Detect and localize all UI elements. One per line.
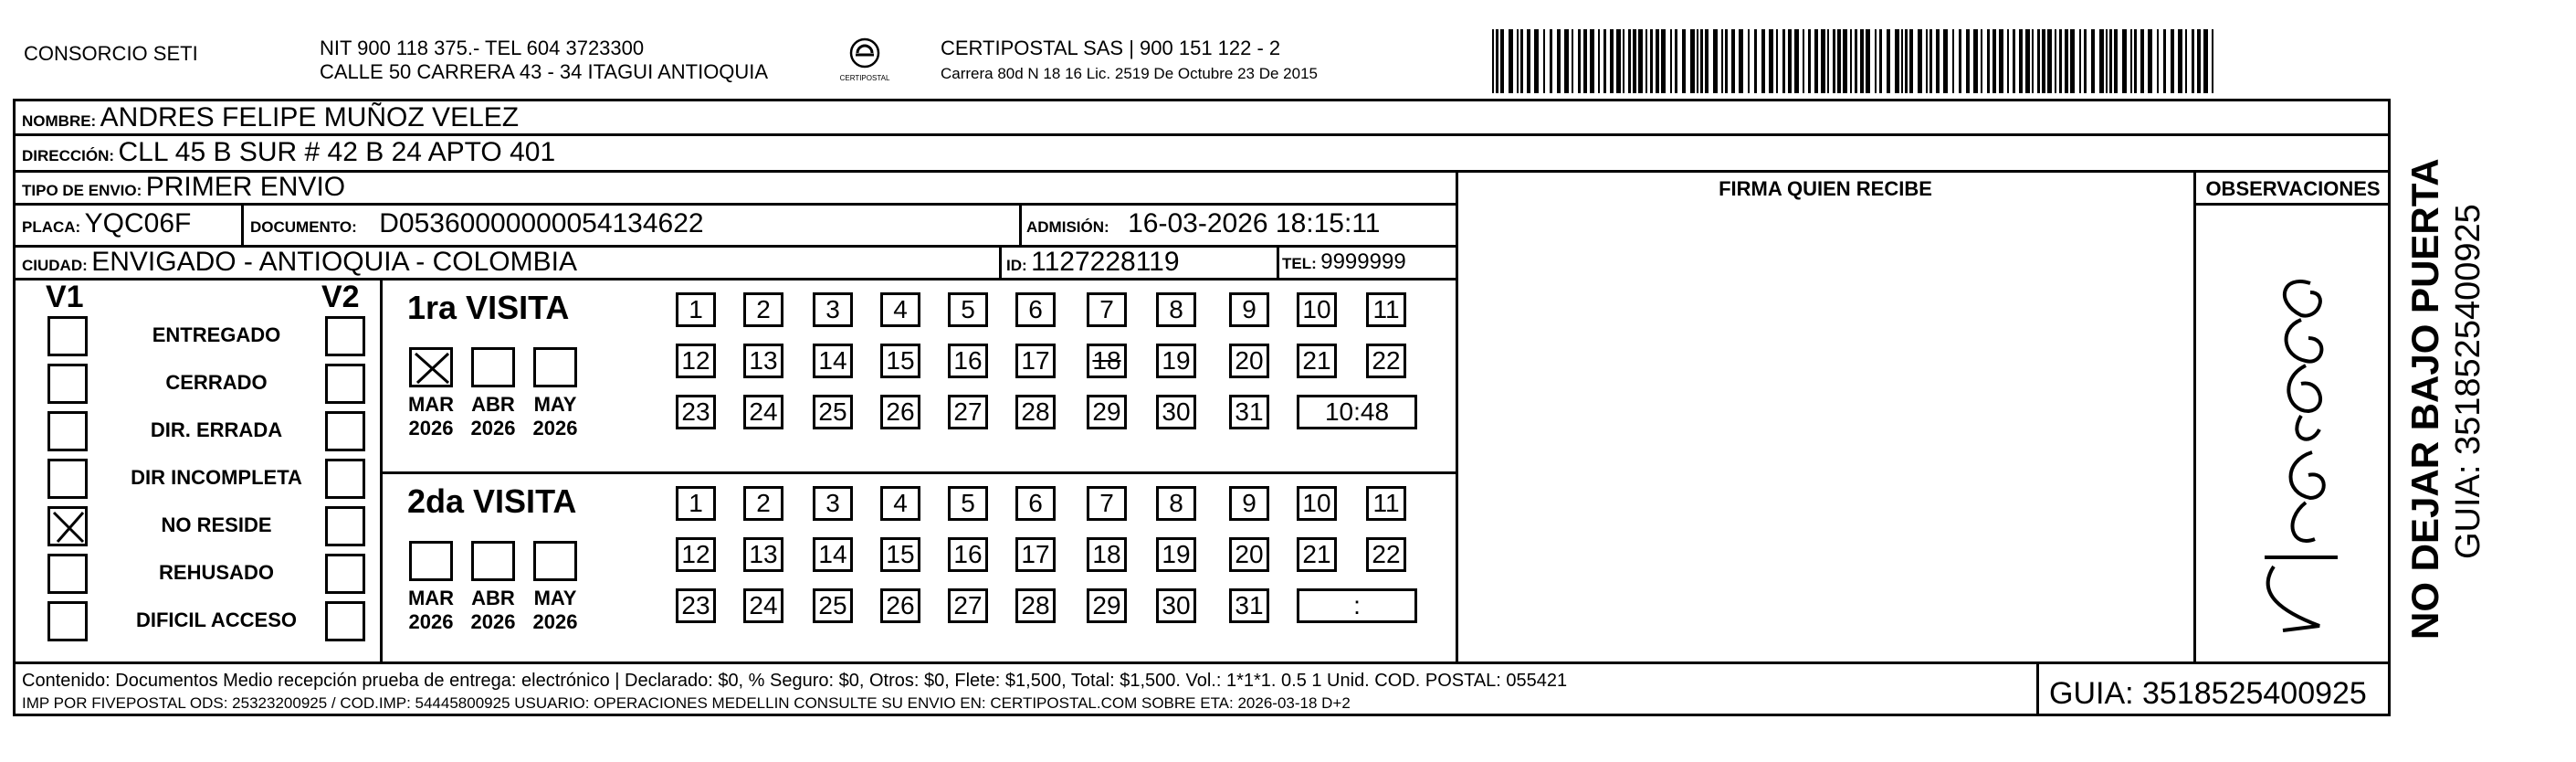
- status-option-label: ENTREGADO: [152, 323, 281, 346]
- barcode-bar: [1731, 29, 1735, 93]
- day-box[interactable]: 27: [948, 395, 988, 429]
- barcode-bar: [1645, 29, 1647, 93]
- barcode-bar: [1583, 29, 1587, 93]
- side-guia: GUIA: 3518525400925: [2449, 204, 2487, 559]
- barcode-bar: [2037, 29, 2040, 93]
- barcode-bar: [1748, 29, 1750, 93]
- day-box[interactable]: 14: [813, 344, 853, 378]
- day-box[interactable]: 7: [1087, 292, 1127, 327]
- day-box[interactable]: 24: [743, 395, 783, 429]
- day-box[interactable]: 2: [743, 486, 783, 521]
- svg-text:CERTIPOSTAL: CERTIPOSTAL: [839, 74, 890, 82]
- barcode-bar: [2084, 29, 2087, 93]
- ciudad-value: ENVIGADO - ANTIOQUIA - COLOMBIA: [91, 247, 577, 277]
- barcode-bar: [2007, 29, 2009, 93]
- barcode-bar: [1713, 29, 1718, 93]
- barcode-bar: [1572, 29, 1573, 93]
- barcode-bar: [1814, 29, 1818, 93]
- barcode-bar: [2099, 29, 2104, 93]
- day-box[interactable]: 8: [1156, 486, 1196, 521]
- barcode-bar: [2091, 29, 2095, 93]
- day-box[interactable]: 16: [948, 344, 988, 378]
- barcode-bar: [1999, 29, 2003, 93]
- day-box[interactable]: 28: [1015, 395, 1056, 429]
- day-box[interactable]: 25: [813, 395, 853, 429]
- footer-imp: IMP POR FIVEPOSTAL ODS: 25323200925 / COD.IMP: 54445800925 USUARIO: OPERACIONES MEDELLIN CONSULTE SU ENVIO EN: CERTIPOSTAL.COM SOBRE ETA: 2026-03-18 D+2: [22, 694, 1351, 712]
- tel-row: [1282, 247, 1406, 280]
- footer-guia: GUIA: 3518525400925: [2049, 676, 2367, 711]
- placa-row: [22, 208, 191, 244]
- v1-checkbox[interactable]: [47, 554, 88, 594]
- barcode-bar: [2134, 29, 2137, 93]
- barcode-bar: [2042, 29, 2045, 93]
- v1-checkbox[interactable]: [47, 601, 88, 641]
- barcode-bar: [1909, 29, 1913, 93]
- status-option-label: NO RESIDE: [161, 513, 272, 536]
- divider: [1019, 203, 1022, 247]
- day-box[interactable]: 6: [1015, 292, 1056, 327]
- year-label: 2026: [470, 417, 516, 439]
- divider: [2193, 170, 2196, 663]
- month-label: MAR: [407, 587, 455, 609]
- barcode-bar: [2122, 29, 2127, 93]
- barcode-bar: [2065, 29, 2068, 93]
- day-box[interactable]: 30: [1156, 588, 1196, 623]
- barcode-bar: [1603, 29, 1606, 93]
- id-label: ID:: [1006, 257, 1027, 274]
- day-box[interactable]: 2: [743, 292, 783, 327]
- day-box[interactable]: 13: [743, 537, 783, 572]
- barcode-bar: [1721, 29, 1723, 93]
- day-box[interactable]: 29: [1087, 395, 1127, 429]
- barcode-bar: [1650, 29, 1653, 93]
- barcode-bar: [1628, 29, 1631, 93]
- month-label: MAY: [533, 393, 577, 416]
- day-box[interactable]: 15: [880, 344, 920, 378]
- barcode-bar: [1833, 29, 1835, 93]
- tel-label: TEL:: [1282, 255, 1317, 272]
- day-box[interactable]: 18: [1087, 344, 1127, 378]
- divider: [2036, 661, 2039, 716]
- day-box[interactable]: 3: [813, 486, 853, 521]
- month-label: MAR: [407, 393, 455, 416]
- v2-checkbox[interactable]: [325, 411, 365, 451]
- nombre-value: ANDRES FELIPE MUÑOZ VELEZ: [100, 102, 520, 132]
- barcode-bar: [1543, 29, 1545, 93]
- barcode-bar: [1850, 29, 1852, 93]
- sender-address: CALLE 50 CARRERA 43 - 34 ITAGUI ANTIOQUIA: [320, 60, 769, 83]
- barcode-bar: [1926, 29, 1928, 93]
- barcode-bar: [2130, 29, 2132, 93]
- day-box[interactable]: 22: [1366, 344, 1406, 378]
- day-box[interactable]: 19: [1156, 537, 1196, 572]
- month-checkbox[interactable]: [471, 347, 515, 387]
- day-box[interactable]: 29: [1087, 588, 1127, 623]
- sender-name: CONSORCIO SETI: [24, 42, 198, 65]
- no-dejar-bajo-puerta: NO DEJAR BAJO PUERTA: [2403, 158, 2446, 640]
- barcode-bar: [1656, 29, 1659, 93]
- month-checkbox[interactable]: [409, 347, 453, 387]
- barcode-bar: [2212, 29, 2213, 93]
- barcode-bar: [2171, 29, 2174, 93]
- month-checkbox[interactable]: [533, 541, 577, 581]
- direccion-row: [22, 137, 555, 173]
- month-checkbox[interactable]: [409, 541, 453, 581]
- barcode-bar: [1929, 29, 1932, 93]
- year-label: 2026: [532, 610, 578, 633]
- barcode-bar: [1661, 29, 1666, 93]
- barcode-bar: [1992, 29, 1996, 93]
- barcode-bar: [1918, 29, 1922, 93]
- day-box[interactable]: 31: [1229, 588, 1269, 623]
- v2-checkbox[interactable]: [325, 364, 365, 404]
- barcode-bar: [2148, 29, 2152, 93]
- day-box[interactable]: 3: [813, 292, 853, 327]
- barcode-bar: [1509, 29, 1513, 93]
- barcode-bar: [1837, 29, 1841, 93]
- barcode-bar: [1901, 29, 1903, 93]
- barcode-bar: [1697, 29, 1698, 93]
- barcode-bar: [2109, 29, 2112, 93]
- barcode-bar: [2047, 29, 2052, 93]
- barcode-bar: [1905, 29, 1908, 93]
- barcode-bar: [1879, 29, 1882, 93]
- barcode-bar: [1705, 29, 1709, 93]
- status-option-label: DIR. ERRADA: [150, 418, 283, 441]
- barcode-bar: [2070, 29, 2075, 93]
- v2-checkbox[interactable]: [325, 601, 365, 641]
- v1-checkbox[interactable]: [47, 506, 88, 546]
- day-box[interactable]: 11: [1366, 486, 1406, 521]
- divider: [380, 278, 383, 661]
- barcode-bar: [1527, 29, 1530, 93]
- day-box[interactable]: 12: [676, 537, 716, 572]
- v2-checkbox[interactable]: [325, 506, 365, 546]
- barcode-bar: [1821, 29, 1825, 93]
- divider: [1456, 170, 1458, 663]
- day-box[interactable]: 10: [1297, 292, 1337, 327]
- admision-value: 16-03-2026 18:15:11: [1128, 208, 1381, 238]
- placa-value: YQC06F: [84, 208, 192, 238]
- month-checkbox[interactable]: [533, 347, 577, 387]
- barcode-bar: [1808, 29, 1811, 93]
- barcode-bar: [1564, 29, 1569, 93]
- barcode-bar: [2059, 29, 2062, 93]
- barcode-bar: [1500, 29, 1504, 93]
- courier-info: CERTIPOSTAL SAS | 900 151 122 - 2: [941, 37, 1281, 59]
- year-label: 2026: [470, 610, 516, 633]
- status-option-label: DIFICIL ACCESO: [135, 609, 297, 631]
- second-visit-title: 2da VISITA: [407, 482, 577, 520]
- nombre-row: [22, 102, 519, 138]
- nombre-label: NOMBRE:: [22, 112, 97, 130]
- documento-row: [250, 208, 704, 244]
- barcode-bar: [1610, 29, 1614, 93]
- day-box[interactable]: 15: [880, 537, 920, 572]
- divider: [1277, 245, 1279, 280]
- barcode-bar: [1670, 29, 1672, 93]
- barcode-bar: [1794, 29, 1799, 93]
- barcode-bar: [1754, 29, 1757, 93]
- day-box[interactable]: 17: [1015, 537, 1056, 572]
- day-box[interactable]: 22: [1366, 537, 1406, 572]
- v2-checkbox[interactable]: [325, 316, 365, 356]
- first-visit-title: 1ra VISITA: [407, 289, 570, 326]
- barcode-bar: [1675, 29, 1677, 93]
- barcode-bar: [1598, 29, 1600, 93]
- barcode-bar: [1860, 29, 1864, 93]
- barcode-bar: [1952, 29, 1954, 93]
- barcode-bar: [1534, 29, 1539, 93]
- status-option-label: DIR INCOMPLETA: [131, 466, 302, 489]
- day-box[interactable]: 25: [813, 588, 853, 623]
- day-box[interactable]: 21: [1297, 344, 1337, 378]
- barcode-bar: [1616, 29, 1621, 93]
- barcode-bar: [1966, 29, 1970, 93]
- divider: [241, 203, 244, 247]
- day-box[interactable]: 9: [1229, 486, 1269, 521]
- barcode-bar: [1788, 29, 1792, 93]
- tel-value: 9999999: [1320, 249, 1406, 274]
- observaciones-label: OBSERVACIONES: [2205, 177, 2381, 200]
- barcode-bar: [1557, 29, 1561, 93]
- barcode-bar: [1520, 29, 1523, 93]
- barcode-bar: [1550, 29, 1552, 93]
- day-box[interactable]: 16: [948, 537, 988, 572]
- status-option-label: CERRADO: [165, 371, 268, 394]
- tipo-label: TIPO DE ENVIO:: [22, 182, 142, 199]
- barcode-bar: [2055, 29, 2056, 93]
- barcode-bar: [2185, 29, 2187, 93]
- day-box[interactable]: 31: [1229, 395, 1269, 429]
- month-label: MAY: [533, 587, 577, 609]
- barcode-bar: [1987, 29, 1990, 93]
- barcode-bar: [2203, 29, 2208, 93]
- barcode-bar: [1623, 29, 1624, 93]
- day-box[interactable]: 1: [676, 292, 716, 327]
- barcode-bar: [1690, 29, 1695, 93]
- signature-image: [2201, 265, 2383, 649]
- barcode-bar: [1866, 29, 1870, 93]
- barcode-bar: [1981, 29, 1982, 93]
- admision-label: ADMISIÓN:: [1026, 218, 1109, 236]
- day-box[interactable]: 4: [880, 292, 920, 327]
- ciudad-label: CIUDAD:: [22, 257, 88, 274]
- day-box[interactable]: 20: [1229, 344, 1269, 378]
- sender-nit: NIT 900 118 375.- TEL 604 3723300: [320, 37, 645, 59]
- barcode-bar: [1973, 29, 1978, 93]
- day-box[interactable]: 13: [743, 344, 783, 378]
- day-box[interactable]: 30: [1156, 395, 1196, 429]
- barcode-bar: [1895, 29, 1899, 93]
- barcode-bar: [2178, 29, 2182, 93]
- month-checkbox[interactable]: [471, 541, 515, 581]
- barcode-bar: [2032, 29, 2034, 93]
- day-box[interactable]: 11: [1366, 292, 1406, 327]
- barcode-bar: [2079, 29, 2081, 93]
- barcode-bar: [1769, 29, 1773, 93]
- day-box[interactable]: 20: [1229, 537, 1269, 572]
- barcode-bar: [2140, 29, 2144, 93]
- barcode-bar: [1827, 29, 1829, 93]
- firma-header: [1457, 174, 2193, 207]
- barcode-bar: [1782, 29, 1785, 93]
- day-box[interactable]: 17: [1015, 344, 1056, 378]
- day-box[interactable]: 7: [1087, 486, 1127, 521]
- barcode-bar: [1496, 29, 1498, 93]
- v1-checkbox[interactable]: [47, 459, 88, 499]
- day-box[interactable]: 28: [1015, 588, 1056, 623]
- day-box[interactable]: 21: [1297, 537, 1337, 572]
- documento-label: DOCUMENTO:: [250, 218, 357, 236]
- barcode-bar: [1959, 29, 1961, 93]
- placa-label: PLACA:: [22, 218, 81, 236]
- year-label: 2026: [532, 417, 578, 439]
- status-option-label: REHUSADO: [159, 561, 274, 584]
- firma-label: FIRMA QUIEN RECIBE: [1719, 177, 1932, 200]
- day-box[interactable]: 5: [948, 486, 988, 521]
- barcode-bar: [2192, 29, 2194, 93]
- barcode-bar: [2197, 29, 2201, 93]
- barcode-bar: [1700, 29, 1703, 93]
- barcode-bar: [1739, 29, 1743, 93]
- day-box[interactable]: 27: [948, 588, 988, 623]
- barcode-bar: [1855, 29, 1857, 93]
- v2-checkbox[interactable]: [325, 459, 365, 499]
- day-box[interactable]: 24: [743, 588, 783, 623]
- day-box[interactable]: 23: [676, 395, 716, 429]
- barcode-bar: [1761, 29, 1765, 93]
- barcode-bar: [2114, 29, 2118, 93]
- barcode-bar: [2163, 29, 2166, 93]
- direccion-value: CLL 45 B SUR # 42 B 24 APTO 401: [118, 137, 556, 167]
- day-box[interactable]: 18: [1087, 537, 1127, 572]
- barcode-bar: [1776, 29, 1778, 93]
- v2-checkbox[interactable]: [325, 554, 365, 594]
- v1-checkbox[interactable]: [47, 316, 88, 356]
- certipostal-logo: [833, 35, 897, 86]
- divider: [380, 471, 1457, 474]
- day-box[interactable]: 8: [1156, 292, 1196, 327]
- barcode-bar: [1492, 29, 1494, 93]
- divider: [13, 661, 2391, 664]
- barcode-bar: [1578, 29, 1581, 93]
- id-value: 1127228119: [1031, 247, 1180, 277]
- barcode: [1492, 29, 2221, 93]
- barcode-bar: [1936, 29, 1940, 93]
- day-box[interactable]: 12: [676, 344, 716, 378]
- barcode-bar: [1590, 29, 1594, 93]
- day-box[interactable]: 5: [948, 292, 988, 327]
- barcode-bar: [2157, 29, 2159, 93]
- barcode-bar: [1725, 29, 1728, 93]
- month-label: ABR: [471, 393, 515, 416]
- direccion-label: DIRECCIÓN:: [22, 147, 115, 164]
- barcode-bar: [1638, 29, 1643, 93]
- barcode-bar: [2106, 29, 2108, 93]
- barcode-bar: [1843, 29, 1847, 93]
- day-box[interactable]: 9: [1229, 292, 1269, 327]
- ciudad-row: [22, 247, 577, 282]
- footer-contenido: Contenido: Documentos Medio recepción prueba de entrega: electrónico | Declarado: $0, % Seguro: $0, Otros: $0, Flete: $1,500, Total: $1,500. Vol.: 1*1*1. 0.5 1 Unid. COD. POSTAL: 055421: [22, 671, 1568, 691]
- day-box[interactable]: 1: [676, 486, 716, 521]
- barcode-bar: [1633, 29, 1636, 93]
- v2-label: V2: [321, 280, 360, 314]
- barcode-bar: [1887, 29, 1890, 93]
- v1-checkbox[interactable]: [47, 364, 88, 404]
- day-box[interactable]: 6: [1015, 486, 1056, 521]
- day-box[interactable]: 23: [676, 588, 716, 623]
- barcode-bar: [1875, 29, 1877, 93]
- tipo-row: [22, 172, 345, 207]
- day-box[interactable]: 4: [880, 486, 920, 521]
- v1-label: V1: [46, 280, 84, 314]
- divider: [999, 245, 1002, 280]
- observaciones-header: [2195, 174, 2391, 207]
- barcode-bar: [1803, 29, 1804, 93]
- day-box[interactable]: 10: [1297, 486, 1337, 521]
- barcode-bar: [1517, 29, 1519, 93]
- v1-checkbox[interactable]: [47, 411, 88, 451]
- year-label: 2026: [408, 610, 454, 633]
- day-box[interactable]: 26: [880, 395, 920, 429]
- day-box[interactable]: 26: [880, 588, 920, 623]
- courier-license: Carrera 80d N 18 16 Lic. 2519 De Octubre 23 De 2015: [941, 65, 1318, 82]
- tipo-value: PRIMER ENVIO: [145, 172, 346, 202]
- admision-row: [1026, 208, 1380, 244]
- month-label: ABR: [471, 587, 515, 609]
- id-row: [1006, 247, 1180, 282]
- day-box[interactable]: 14: [813, 537, 853, 572]
- documento-value: D05360000000054134622: [379, 208, 704, 238]
- day-box[interactable]: 19: [1156, 344, 1196, 378]
- barcode-bar: [2019, 29, 2023, 93]
- barcode-bar: [1682, 29, 1686, 93]
- barcode-bar: [2013, 29, 2015, 93]
- time-box[interactable]: :: [1297, 588, 1417, 623]
- barcode-bar: [1943, 29, 1948, 93]
- year-label: 2026: [408, 417, 454, 439]
- barcode-bar: [2025, 29, 2030, 93]
- time-box[interactable]: 10:48: [1297, 395, 1417, 429]
